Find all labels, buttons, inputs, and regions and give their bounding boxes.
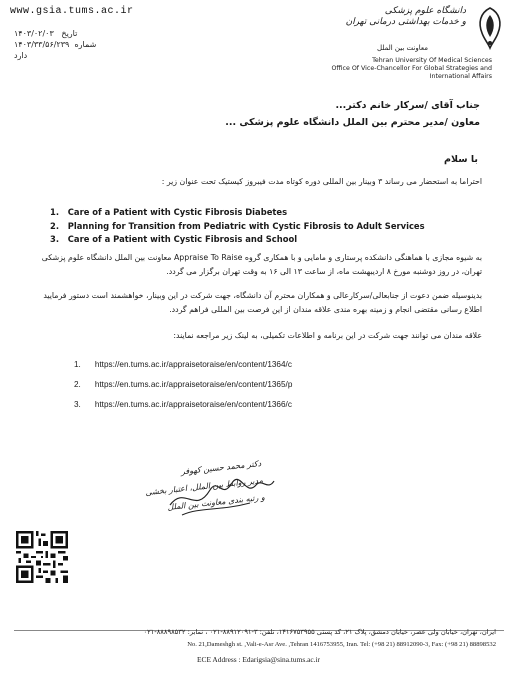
university-name-fa-line1: دانشگاه علوم پزشکی: [384, 6, 466, 16]
attachment-row: [14, 50, 96, 61]
webinar-link[interactable]: https://en.tums.ac.ir/appraisetoraise/en/content/1364/c: [94, 360, 292, 369]
letter-meta: [14, 28, 96, 61]
office-name-en: [292, 57, 492, 81]
webinar-item: 3. Care of a Patient with Cystic Fibrosis and School: [50, 234, 298, 244]
website-url: www.gsia.tums.ac.ir: [10, 6, 134, 17]
number-value: ۱۴۰۳/۳۳/۵۶/۲۳۹: [14, 40, 70, 49]
attachment-label: دارد: [14, 51, 28, 60]
university-name-fa-line2: و خدمات بهداشتی درمانی تهران: [345, 17, 466, 27]
qr-code-icon: [16, 531, 68, 583]
link-item: 3. https://en.tums.ac.ir/appraisetoraise/en/content/1366/c: [74, 400, 292, 409]
webinar-link[interactable]: https://en.tums.ac.ir/appraisetoraise/en/content/1365/p: [94, 380, 293, 389]
number-row: [14, 39, 96, 50]
paragraph-links-intro: علاقه مندان می توانند جهت شرکت در این برنامه و اطلاعات تکمیلی، به لینک زیر مراجعه نمایند:: [173, 331, 482, 340]
paragraph-details: به شیوه مجازی با هماهنگی دانشکده پرستاری و مامایی و با همکاری گروه Appraise To Raise معاونت بین الملل دانشگاه علوم پزشکی تهران، در روز دوشنبه مورخ ۸ اردیبهشت ماه، از ساعت ۱۳ الی ۱۶ به وقت تهران برگزار می گردد.: [41, 253, 482, 276]
number-label: شماره: [74, 40, 97, 49]
signature-title-line1: مدیر روابط بین الملل، اعتبار بخشی: [144, 475, 264, 498]
office-name-fa: معاونت بین الملل: [376, 44, 428, 52]
salutation: [225, 97, 480, 131]
paragraph-invitation: بدینوسیله ضمن دعوت از جنابعالی/سرکارعالی و همکاران محترم آن دانشگاه، جهت شرکت در این وبینار، خواهشمند است دستور فرمایید اطلاع رسانی مقتضی انجام و زمینه بهره مندی علاقه مندان از این فرصت بین المللی فراهم گردد.: [43, 291, 482, 314]
university-name-fa: [346, 6, 466, 28]
webinar-title: Care of a Patient with Cystic Fibrosis and School: [67, 234, 298, 244]
date-value: ۱۴۰۳/۰۲/۰۳: [14, 29, 54, 38]
webinar-link[interactable]: https://en.tums.ac.ir/appraisetoraise/en/content/1366/c: [94, 400, 292, 409]
greeting: با سلام: [444, 154, 478, 165]
signature-title-line2: و رتبه بندی معاونت بین الملل: [166, 492, 265, 512]
salutation-line2: معاون /مدیر محترم بین الملل دانشگاه علوم پزشکی ...: [225, 117, 480, 128]
university-name-en: Tehran University Of Medical Sciences: [372, 57, 492, 64]
university-logo-icon: [470, 5, 510, 51]
office-en-line2: International Affairs: [429, 73, 492, 80]
date-row: [14, 28, 96, 39]
footer-address-en: No. 21,Dameshgh st. ,Vali-e-Asr Ave. ,Tehran 1416753955, Iran. Tel: (+98 21) 88912090-3, Fax: (+98 21) 88898532: [187, 641, 496, 648]
date-label: تاریخ: [61, 29, 78, 38]
link-item: 2. https://en.tums.ac.ir/appraisetoraise/en/content/1365/p: [74, 380, 293, 389]
salutation-line1: جناب آقای /سرکار خانم دکتر...: [335, 100, 480, 111]
webinar-list: [50, 206, 425, 247]
footer-email: ECE Address : Edarigsia@sina.tums.ac.ir: [197, 655, 320, 664]
signature-name: دکتر محمد حسین کهوفر: [180, 458, 262, 477]
webinar-title: Care of a Patient with Cystic Fibrosis Diabetes: [67, 207, 288, 217]
link-list: [74, 355, 292, 415]
office-en-line1: Office Of Vice-Chancellor For Global Strategies and: [331, 65, 492, 72]
webinar-item: 2. Planning for Transition from Pediatric with Cystic Fibrosis to Adult Services: [50, 220, 425, 231]
webinar-item: 1. Care of a Patient with Cystic Fibrosis Diabetes: [50, 207, 288, 217]
link-item: 1. https://en.tums.ac.ir/appraisetoraise/en/content/1364/c: [74, 360, 292, 369]
footer-address-fa: ایران، تهران، خیابان ولی عصر، خیابان دمشق، پلاک ۲۱، کد پستی ۱۴۱۶۷۵۳۹۵۵، تلفن: ۳-۸۸۹۱۲۰۹۱-۰۲۱ ، نمابر: ۸۸۸۹۸۵۳۲-۰۲۱: [143, 628, 496, 636]
intro-paragraph: احتراما به استحضار می رساند ۳ وبینار بین المللی دوره کوتاه مدت فیبروز کیستیک تحت عنوان زیر :: [161, 177, 482, 186]
webinar-title: Planning for Transition from Pediatric with Cystic Fibrosis to Adult Services: [67, 220, 425, 231]
handwritten-signature-icon: [160, 445, 280, 530]
